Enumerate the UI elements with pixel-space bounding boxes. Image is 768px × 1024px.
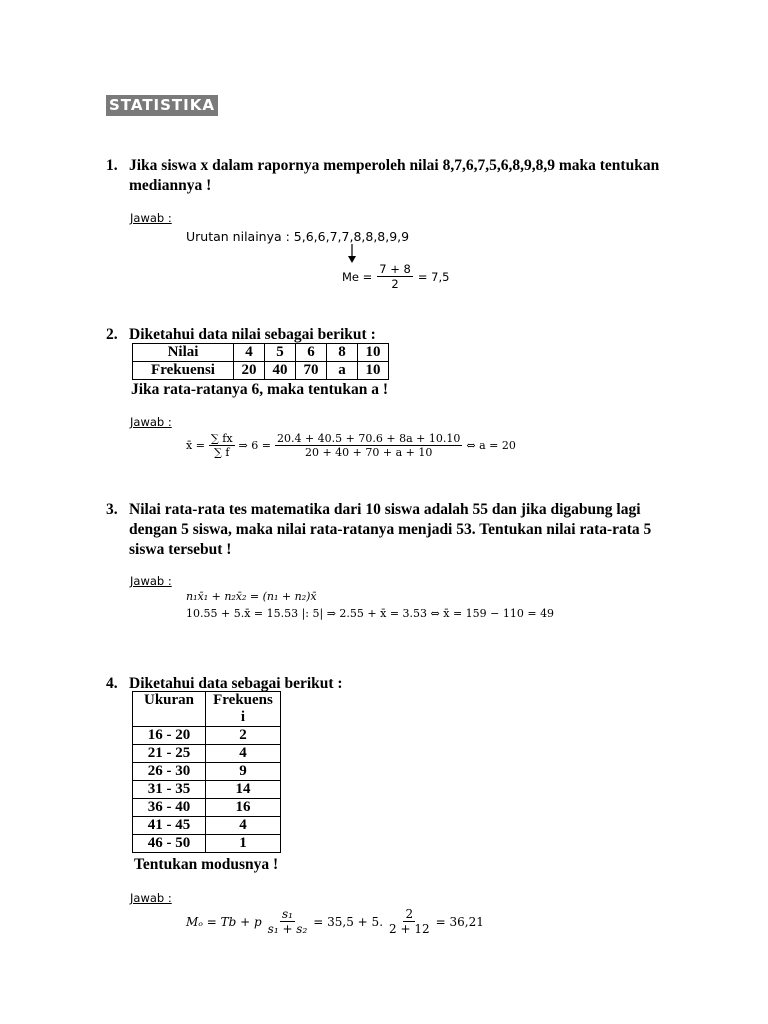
row-header: Nilai xyxy=(133,344,234,362)
median-result: = 7,5 xyxy=(417,269,450,284)
question-text: Diketahui data sebagai berikut : xyxy=(129,675,343,692)
data-table xyxy=(132,343,389,380)
fraction-numerator: 20.4 + 40.5 + 70.6 + 8a + 10.10 xyxy=(276,432,461,445)
table-row xyxy=(133,344,389,362)
formula-result: ⇔ a = 20 xyxy=(466,439,516,452)
question-1 xyxy=(106,156,726,200)
mode-fraction xyxy=(266,907,310,936)
question-number: 1. xyxy=(106,157,118,174)
question-text: Tentukan modusnya ! xyxy=(134,856,279,873)
fraction-denominator: 2 + 12 xyxy=(389,922,430,936)
table-cell: 10 xyxy=(358,362,389,380)
fraction-denominator: s₁ + s₂ xyxy=(267,922,308,936)
page-title: STATISTIKA xyxy=(106,95,218,116)
mean-symbol: x̄ = xyxy=(186,439,205,452)
answer-label: Jawab : xyxy=(130,211,172,225)
question-text-line-3: siswa tersebut ! xyxy=(129,541,232,558)
table-header-row xyxy=(133,692,281,727)
formula-result: = 36,21 xyxy=(435,914,484,929)
table-cell: 70 xyxy=(296,362,327,380)
formula-part: = 35,5 + 5. xyxy=(313,914,384,929)
table-cell: 21 - 25 xyxy=(133,745,206,763)
question-text: Diketahui data nilai sebagai berikut : xyxy=(129,326,376,343)
fraction-numerator: ∑ fx xyxy=(210,432,233,445)
median-formula xyxy=(342,262,449,291)
question-text-line-2: mediannya ! xyxy=(129,177,212,194)
table-cell: 5 xyxy=(265,344,296,362)
answer-label: Jawab : xyxy=(130,891,172,905)
fraction-denominator: 20 + 40 + 70 + a + 10 xyxy=(304,446,433,459)
fraction-numerator: 7 + 8 xyxy=(379,262,411,276)
question-number: 4. xyxy=(106,675,118,692)
question-text-line-1: Jika siswa x dalam rapornya memperoleh nilai 8,7,6,7,5,6,8,9,8,9 maka tentukan xyxy=(129,157,660,174)
combined-mean-formula: n₁x̄₁ + n₂x̄₂ = (n₁ + n₂)x̄ xyxy=(186,590,317,603)
table-cell: 46 - 50 xyxy=(133,835,206,853)
table-cell: 4 xyxy=(234,344,265,362)
question-3 xyxy=(106,500,726,562)
answer-label: Jawab : xyxy=(130,574,172,588)
arrow-down-icon xyxy=(346,244,358,264)
table-cell: 6 xyxy=(296,344,327,362)
table-cell: 4 xyxy=(206,745,281,763)
column-header: Ukuran xyxy=(133,692,206,727)
row-header: Frekuensi xyxy=(133,362,234,380)
question-text-line-2: dengan 5 siswa, maka nilai rata-ratanya menjadi 53. Tentukan nilai rata-rata 5 xyxy=(129,521,652,538)
value-fraction xyxy=(275,432,462,459)
median-label: Me = xyxy=(342,269,373,284)
combined-mean-solution: 10.55 + 5.x̄ = 15.53 |: 5| ⇒ 2.55 + x̄ = 3.53 ⇔ x̄ = 159 − 110 = 49 xyxy=(186,607,555,620)
table-cell: 1 xyxy=(206,835,281,853)
fraction-numerator: s₁ xyxy=(281,907,293,921)
table-cell: 9 xyxy=(206,763,281,781)
table-cell: 36 - 40 xyxy=(133,799,206,817)
table-cell: 14 xyxy=(206,781,281,799)
table-cell: 10 xyxy=(358,344,389,362)
formula-part: ⇒ 6 = xyxy=(238,439,271,452)
table-cell: 40 xyxy=(265,362,296,380)
table-row xyxy=(133,817,281,835)
question-text: Jika rata-ratanya 6, maka tentukan a ! xyxy=(131,381,389,398)
frequency-table xyxy=(132,691,281,853)
table-cell: 31 - 35 xyxy=(133,781,206,799)
table-cell: 20 xyxy=(234,362,265,380)
table-cell: 16 - 20 xyxy=(133,727,206,745)
table-row xyxy=(133,835,281,853)
table-row xyxy=(133,727,281,745)
fraction-denominator: ∑ f xyxy=(214,446,230,459)
table-cell: 2 xyxy=(206,727,281,745)
mean-formula xyxy=(186,432,516,459)
table-cell: 41 - 45 xyxy=(133,817,206,835)
table-row xyxy=(133,763,281,781)
table-cell: 4 xyxy=(206,817,281,835)
table-cell: 8 xyxy=(327,344,358,362)
sum-fraction xyxy=(209,432,235,459)
table-row xyxy=(133,362,389,380)
table-row xyxy=(133,781,281,799)
median-fraction xyxy=(377,262,413,291)
question-number: 2. xyxy=(106,326,118,343)
table-row xyxy=(133,799,281,817)
column-header: Frekuens i xyxy=(206,692,281,727)
sorted-values: Urutan nilainya : 5,6,6,7,7,8,8,8,9,9 xyxy=(186,229,410,244)
fraction-denominator: 2 xyxy=(391,277,399,291)
question-number: 3. xyxy=(106,501,118,518)
question-text-line-1: Nilai rata-rata tes matematika dari 10 siswa adalah 55 dan jika digabung lagi xyxy=(129,501,641,518)
table-cell: 16 xyxy=(206,799,281,817)
table-row xyxy=(133,745,281,763)
mode-symbol: Mₒ = Tb + p xyxy=(186,914,262,929)
value-fraction xyxy=(387,907,432,936)
table-cell: 26 - 30 xyxy=(133,763,206,781)
mode-formula xyxy=(186,907,484,936)
fraction-numerator: 2 xyxy=(405,907,414,921)
table-cell: a xyxy=(327,362,358,380)
answer-label: Jawab : xyxy=(130,415,172,429)
